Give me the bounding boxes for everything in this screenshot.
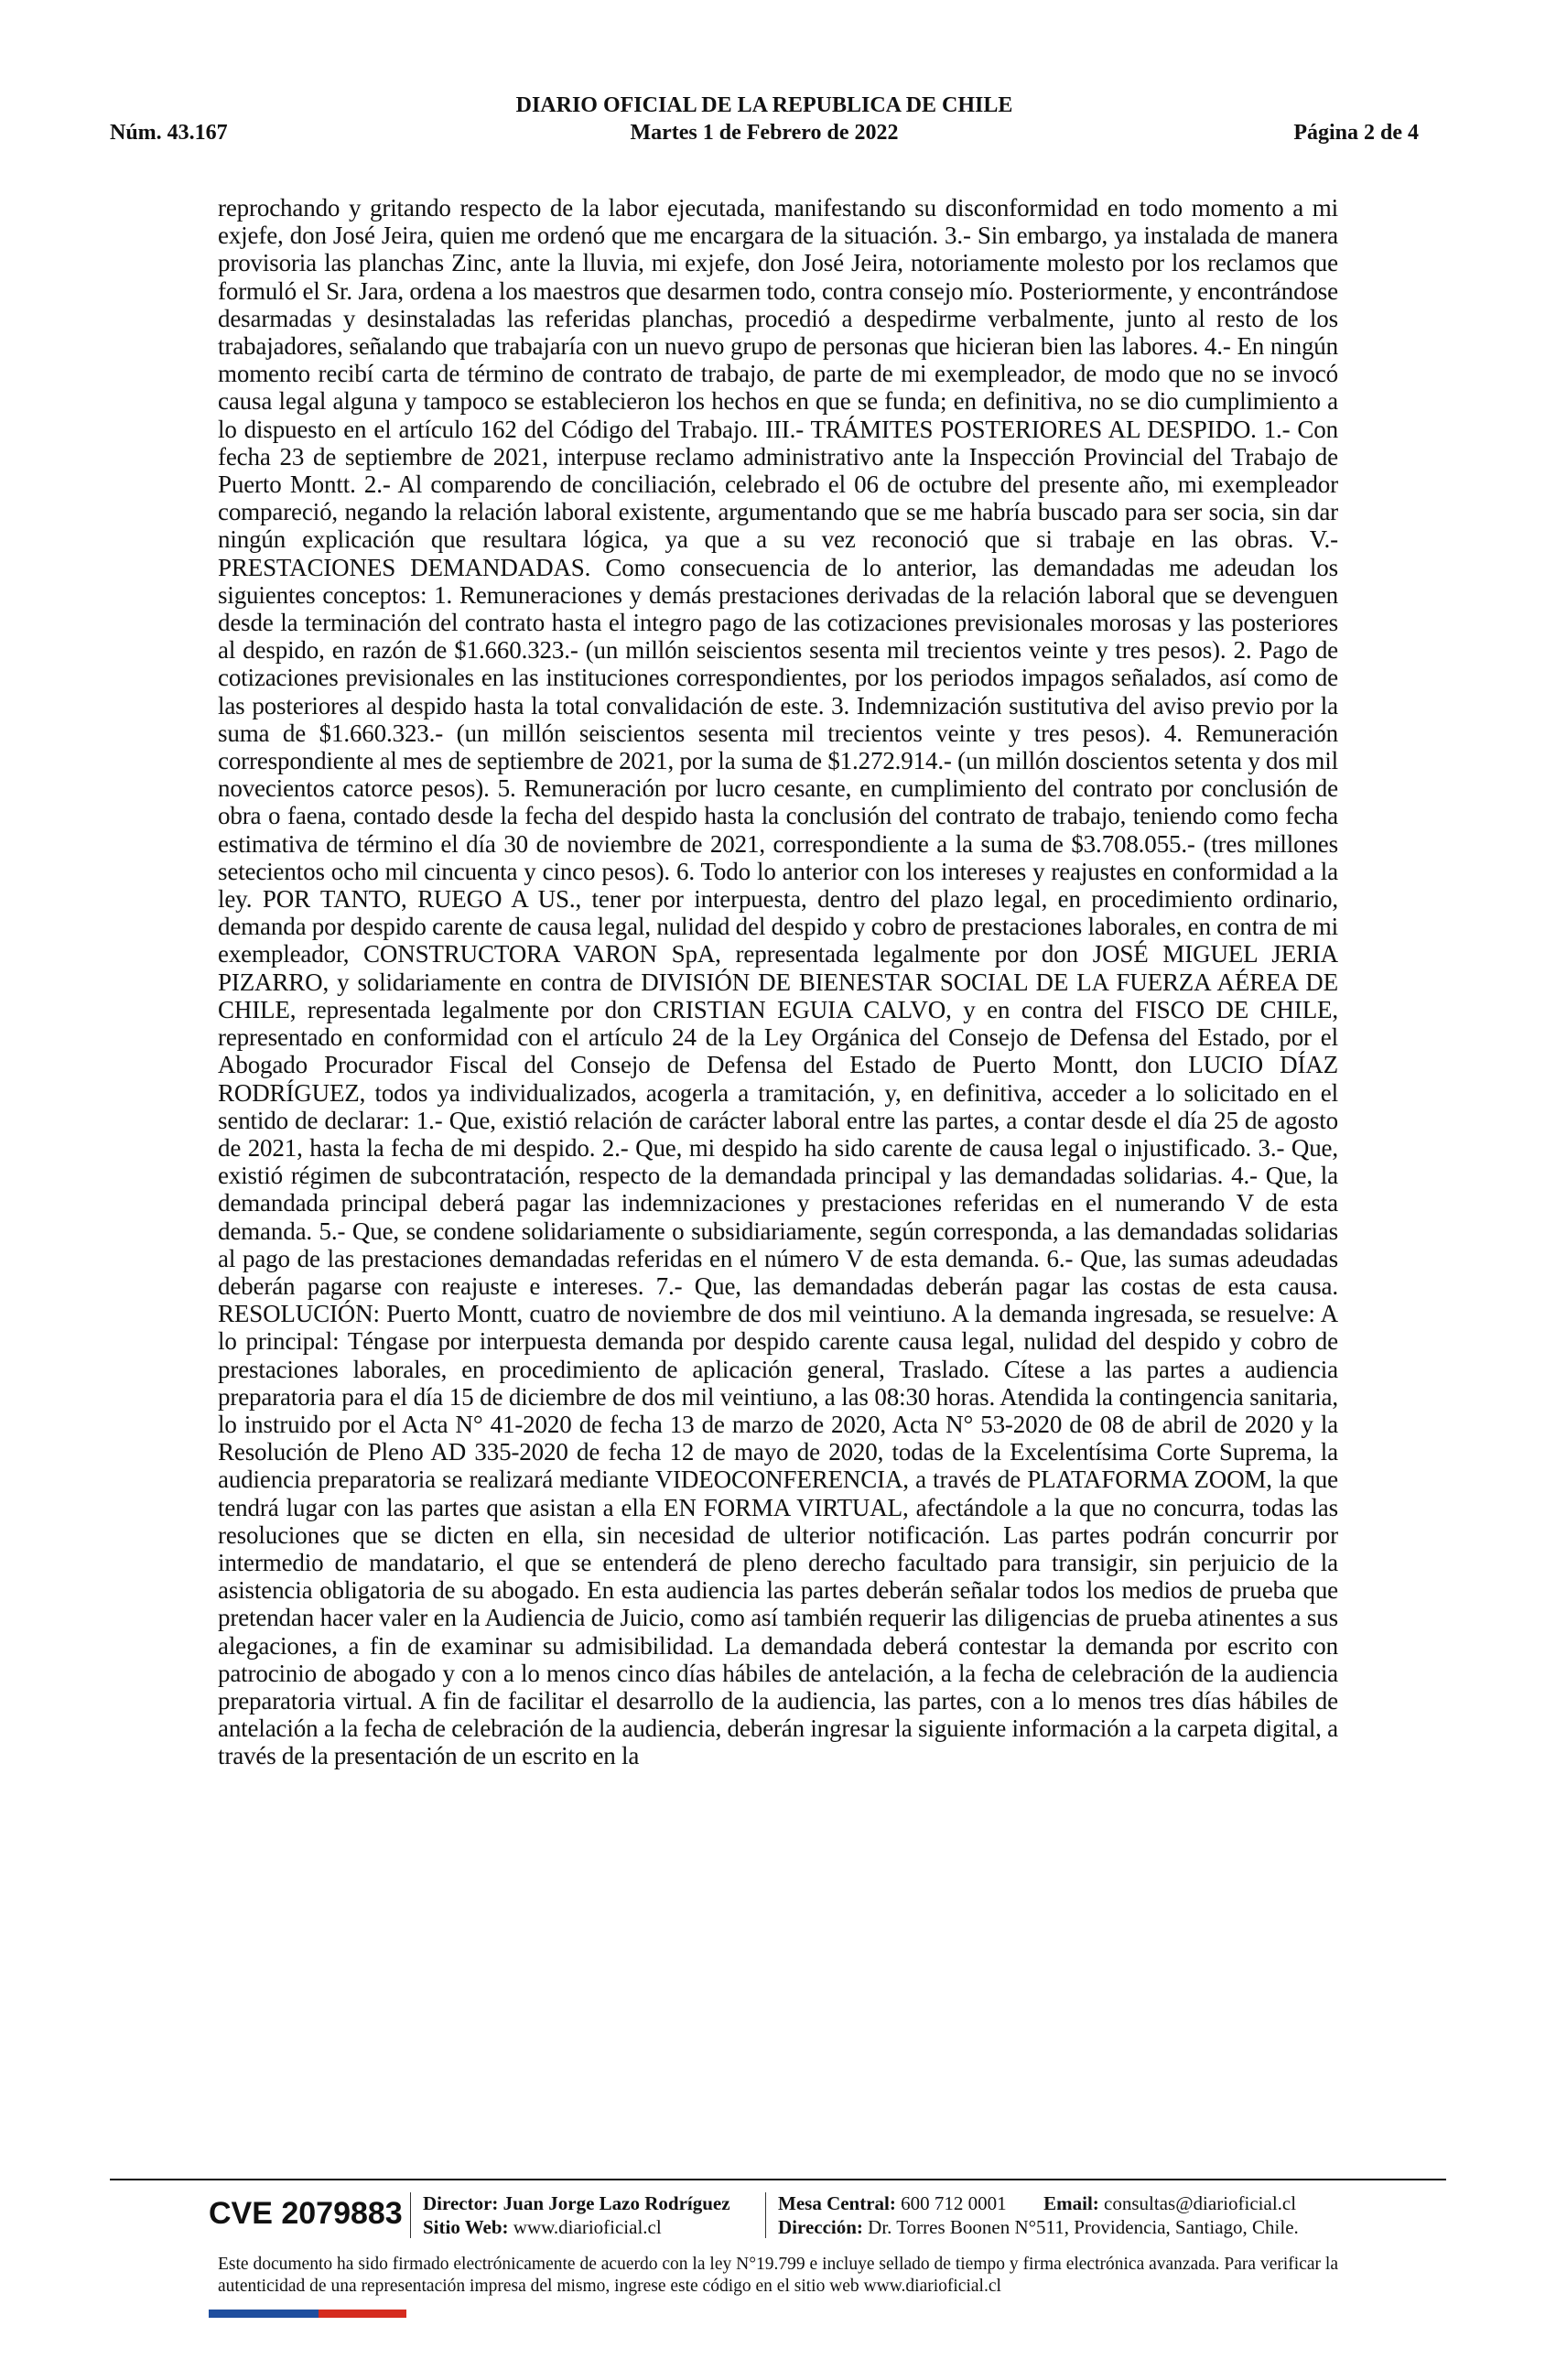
- publication-date: Martes 1 de Febrero de 2022: [630, 121, 899, 145]
- address-value: Dr. Torres Boonen N°511, Providencia, Santiago, Chile.: [868, 2216, 1299, 2238]
- website-link[interactable]: www.diarioficial.cl: [513, 2216, 662, 2238]
- page-header: [110, 92, 1419, 156]
- cve-code: CVE 2079883: [209, 2196, 403, 2231]
- website-label: Sitio Web:: [423, 2216, 509, 2238]
- publication-header: [110, 92, 1419, 146]
- email-label: Email:: [1043, 2192, 1099, 2214]
- issue-number: Núm. 43.167: [110, 121, 228, 145]
- signature-disclaimer: Este documento ha sido firmado electrónicamente de acuerdo con la ley N°19.799 e incluye sellado de tiempo y firma electrónica avanzada. Para verificar la autenticidad de una representación impresa del mismo, ingrese este código en el sitio web www.diarioficial.cl: [218, 2255, 1338, 2296]
- flag-blue-segment: [209, 2310, 319, 2318]
- footer-separator: [765, 2192, 766, 2238]
- page-number: Página 2 de 4: [1293, 121, 1419, 145]
- phone-label: Mesa Central:: [778, 2192, 896, 2214]
- email-link[interactable]: consultas@diarioficial.cl: [1104, 2192, 1297, 2214]
- website-line: [423, 2215, 730, 2239]
- footer-divider: [110, 2179, 1446, 2180]
- director-line: [423, 2191, 730, 2215]
- body-paragraph: reprochando y gritando respecto de la labor ejecutada, manifestando su disconformidad en todo momento a mi exjefe, don José Jeira, quien me ordenó que me encargara de la situación. 3.- Sin embargo, ya instalada de manera provisoria las planchas Zinc, ante la lluvia, mi exjefe, don José Jeira, notoriamente molesto por los reclamos que formuló el Sr. Jara, ordena a los maestros que desarmen todo, contra consejo mío. Posteriormente, y encontrándose desarmadas y desinstaladas las referidas planchas, procedió a despedirme verbalmente, junto al resto de los trabajadores, señalando que trabajaría con un nuevo grupo de personas que hicieran bien las labores. 4.- En ningún momento recibí carta de término de contrato de trabajo, de parte de mi exempleador, de modo que no se invocó causa legal alguna y tampoco se establecieron los hechos en que se funda; en definitiva, no se dio cumplimiento a lo dispuesto en el artículo 162 del Código del Trabajo. III.- TRÁMITES POSTERIORES AL DESPIDO. 1.- Con fecha 23 de septiembre de 2021, interpuse reclamo administrativo ante la Inspección Provincial del Trabajo de Puerto Montt. 2.- Al comparendo de conciliación, celebrado el 06 de octubre del presente año, mi exempleador compareció, negando la relación laboral existente, argumentando que se me habría buscado para ser socia, sin dar ningún explicación que resultara lógica, ya que a su vez reconoció que si trabaje en las obras. V.- PRESTACIONES DEMANDADAS. Como consecuencia de lo anterior, las demandadas me adeudan los siguientes conceptos: 1. Remuneraciones y demás prestaciones derivadas de la relación laboral que se devenguen desde la terminación del contrato hasta el integro pago de las cotizaciones previsionales morosas y las posteriores al despido, en razón de $1.660.323.- (un millón seiscientos sesenta mil trecientos veinte y tres pesos). 2. Pago de cotizaciones previsionales en las instituciones correspondientes, por los periodos impagos señalados, así como de las posteriores al despido hasta la total convalidación de este. 3. Indemnización sustitutiva del aviso previo por la suma de $1.660.323.- (un millón seiscientos sesenta mil trecientos veinte y tres pesos). 4. Remuneración correspondiente al mes de septiembre de 2021, por la suma de $1.272.914.- (un millón doscientos setenta y dos mil novecientos catorce pesos). 5. Remuneración por lucro cesante, en cumplimiento del contrato por conclusión de obra o faena, contado desde la fecha del despido hasta la conclusión del contrato de trabajo, teniendo como fecha estimativa de término el día 30 de noviembre de 2021, correspondiente a la suma de $3.708.055.- (tres millones setecientos ocho mil cincuenta y cinco pesos). 6. Todo lo anterior con los intereses y reajustes en conformidad a la ley. POR TANTO, RUEGO A US., tener por interpuesta, dentro del plazo legal, en procedimiento ordinario, demanda por despido carente de causa legal, nulidad del despido y cobro de prestaciones laborales, en contra de mi exempleador, CONSTRUCTORA VARON SpA, representada legalmente por don JOSÉ MIGUEL JERIA PIZARRO, y solidariamente en contra de DIVISIÓN DE BIENESTAR SOCIAL DE LA FUERZA AÉREA DE CHILE, representada legalmente por don CRISTIAN EGUIA CALVO, y en contra del FISCO DE CHILE, representado en conformidad con el artículo 24 de la Ley Orgánica del Consejo de Defensa del Estado, por el Abogado Procurador Fiscal del Consejo de Defensa del Estado de Puerto Montt, don LUCIO DÍAZ RODRÍGUEZ, todos ya individualizados, acogerla a tramitación, y, en definitiva, acceder a lo solicitado en el sentido de declarar: 1.- Que, existió relación de carácter laboral entre las partes, a contar desde el día 25 de agosto de 2021, hasta la fecha de mi despido. 2.- Que, mi despido ha sido carente de causa legal o injustificado. 3.- Que, existió régimen de subcontratación, respecto de la demandada principal y las demandadas solidarias. 4.- Que, la demandada principal deberá pagar las indemnizaciones y prestaciones referidas en el numerando V de esta demanda. 5.- Que, se condene solidariamente o subsidiariamente, según corresponda, a las demandadas solidarias al pago de las prestaciones demandadas referidas en el número V de esta demanda. 6.- Que, las sumas adeudadas deberán pagarse con reajuste e intereses. 7.- Que, las demandadas deberán pagar las costas de esta causa. RESOLUCIÓN: Puerto Montt, cuatro de noviembre de dos mil veintiuno. A la demanda ingresada, se resuelve: A lo principal: Téngase por interpuesta demanda por despido carente causa legal, nulidad del despido y cobro de prestaciones laborales, en procedimiento de aplicación general, Traslado. Cítese a las partes a audiencia preparatoria para el día 15 de diciembre de dos mil veintiuno, a las 08:30 horas. Atendida la contingencia sanitaria, lo instruido por el Acta N° 41-2020 de fecha 13 de marzo de 2020, Acta N° 53-2020 de 08 de abril de 2020 y la Resolución de Pleno AD 335-2020 de fecha 12 de mayo de 2020, todas de la Excelentísima Corte Suprema, la audiencia preparatoria se realizará mediante VIDEOCONFERENCIA, a través de PLATAFORMA ZOOM, la que tendrá lugar con las partes que asistan a ella EN FORMA VIRTUAL, afectándole a la que no concurra, todas las resoluciones que se dicten en ella, sin necesidad de ulterior notificación. Las partes podrán concurrir por intermedio de mandatario, el que se entenderá de pleno derecho facultado para transigir, sin perjuicio de la asistencia obligatoria de su abogado. En esta audiencia las partes deberán señalar todos los medios de prueba que pretendan hacer valer en la Audiencia de Juicio, como así también requerir las diligencias de prueba atinentes a sus alegaciones, a fin de examinar su admisibilidad. La demandada deberá contestar la demanda por escrito con patrocinio de abogado y con a lo menos cinco días hábiles de antelación, a la fecha de celebración de la audiencia preparatoria virtual. A fin de facilitar el desarrollo de la audiencia, las partes, con a lo menos tres días hábiles de antelación a la fecha de celebración de la audiencia, deberán ingresar la siguiente información a la carpeta digital, a través de la presentación de un escrito en la: [218, 194, 1338, 1770]
- footer-contact-block: [778, 2191, 1299, 2239]
- phone-value: 600 712 0001: [901, 2192, 1007, 2214]
- address-label: Dirección:: [778, 2216, 863, 2238]
- address-line: [778, 2215, 1299, 2239]
- footer-director-block: [423, 2191, 730, 2239]
- director-label: Director:: [423, 2192, 499, 2214]
- flag-stripe: [209, 2310, 406, 2318]
- flag-red-segment: [319, 2310, 406, 2318]
- phone-email-line: [778, 2191, 1299, 2215]
- footer-separator: [410, 2192, 411, 2238]
- document-body: [218, 194, 1338, 1770]
- director-name: Juan Jorge Lazo Rodríguez: [502, 2192, 730, 2214]
- publication-title: DIARIO OFICIAL DE LA REPUBLICA DE CHILE: [515, 93, 1013, 117]
